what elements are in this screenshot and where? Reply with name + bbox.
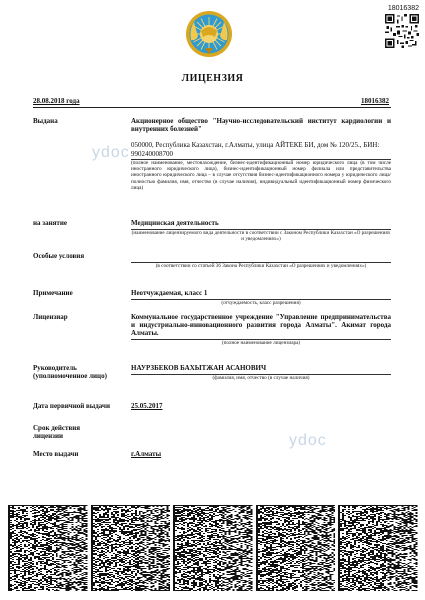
place-label: Место выдачи <box>33 450 79 458</box>
licensor-label: Лицензиар <box>33 313 68 321</box>
note-value: Неотчуждаемая, класс 1 <box>131 289 208 297</box>
first-issue-value: 25.05.2017 <box>131 402 163 410</box>
note-label: Примечание <box>33 289 73 297</box>
watermark-text: ydoc <box>289 432 327 449</box>
document-title: ЛИЦЕНЗИЯ <box>181 73 244 84</box>
head-value: НАУРЗБЕКОВ БАХЫТЖАН АСАНОВИЧ <box>131 364 267 372</box>
issue-date: 28.08.2018 года <box>33 97 80 105</box>
special-conditions-label: Особые условия <box>33 252 85 260</box>
note-caption: (отчуждаемость, класс разрешения) <box>221 300 301 306</box>
header-divider <box>33 107 391 108</box>
qr-code-icon <box>385 14 419 48</box>
barcode-block <box>173 505 253 591</box>
barcode-block <box>91 505 171 591</box>
license-number: 18016382 <box>361 97 389 105</box>
issued-to-label: Выдана <box>33 117 58 125</box>
place-value: г.Алматы <box>131 450 162 458</box>
activity-caption: (наименование лицензируемого вида деятельности в соответствии с Законом Республики Казахстан «О разрешениях и уведомлениях») <box>131 230 391 243</box>
document-number: 18016382 <box>387 5 419 12</box>
validity-label: Срок действия лицензии <box>33 424 81 440</box>
barcode-block <box>8 505 88 591</box>
kazakhstan-state-emblem-icon <box>185 10 233 58</box>
watermark-text: ydoc <box>92 144 130 161</box>
barcode-block <box>338 505 418 591</box>
barcode-strip <box>8 505 418 591</box>
licensor-value: Коммунальное государственное учреждение "Управление предпринимательства и индустриально-инновационного развития города Алматы". Акимат города Алматы. <box>131 313 391 337</box>
barcode-block <box>256 505 336 591</box>
licensor-caption: (полное наименование лицензиара) <box>221 340 301 346</box>
head-caption: (фамилия, имя, отчество (в случае наличия) <box>212 375 310 381</box>
special-conditions-caption: (в соответствии со статьей 36 Закона Республики Казахстан «О разрешениях и уведомлениях») <box>155 263 367 269</box>
first-issue-label: Дата первичной выдачи <box>33 402 111 410</box>
activity-label: на занятие <box>33 219 67 227</box>
issued-to-caption: (полное наименование, местонахождение, бизнес-идентификационный номер юридического лица (в том числе иностранного юридического лица), бизнес-идентификационный номер филиала или представительства иностранного юридического лица – в случае отсутствия бизнес-идентификационного номера у юридического лица/полностью фамилия, имя, отчество (в случае наличия), индивидуальный идентификационный номер физического лица) <box>131 160 391 191</box>
issued-to-address: 050000, Республика Казахстан, г.Алматы, улица АЙТЕКЕ БИ, дом № 120/25., БИН: 990240008700 <box>131 141 380 158</box>
issued-to-name: Акционерное общество "Научно-исследовательский институт кардиологии и внутренних болезней" <box>131 117 391 133</box>
activity-value: Медицинская деятельность <box>131 219 219 227</box>
head-label: Руководитель (уполномоченное лицо) <box>33 364 107 380</box>
